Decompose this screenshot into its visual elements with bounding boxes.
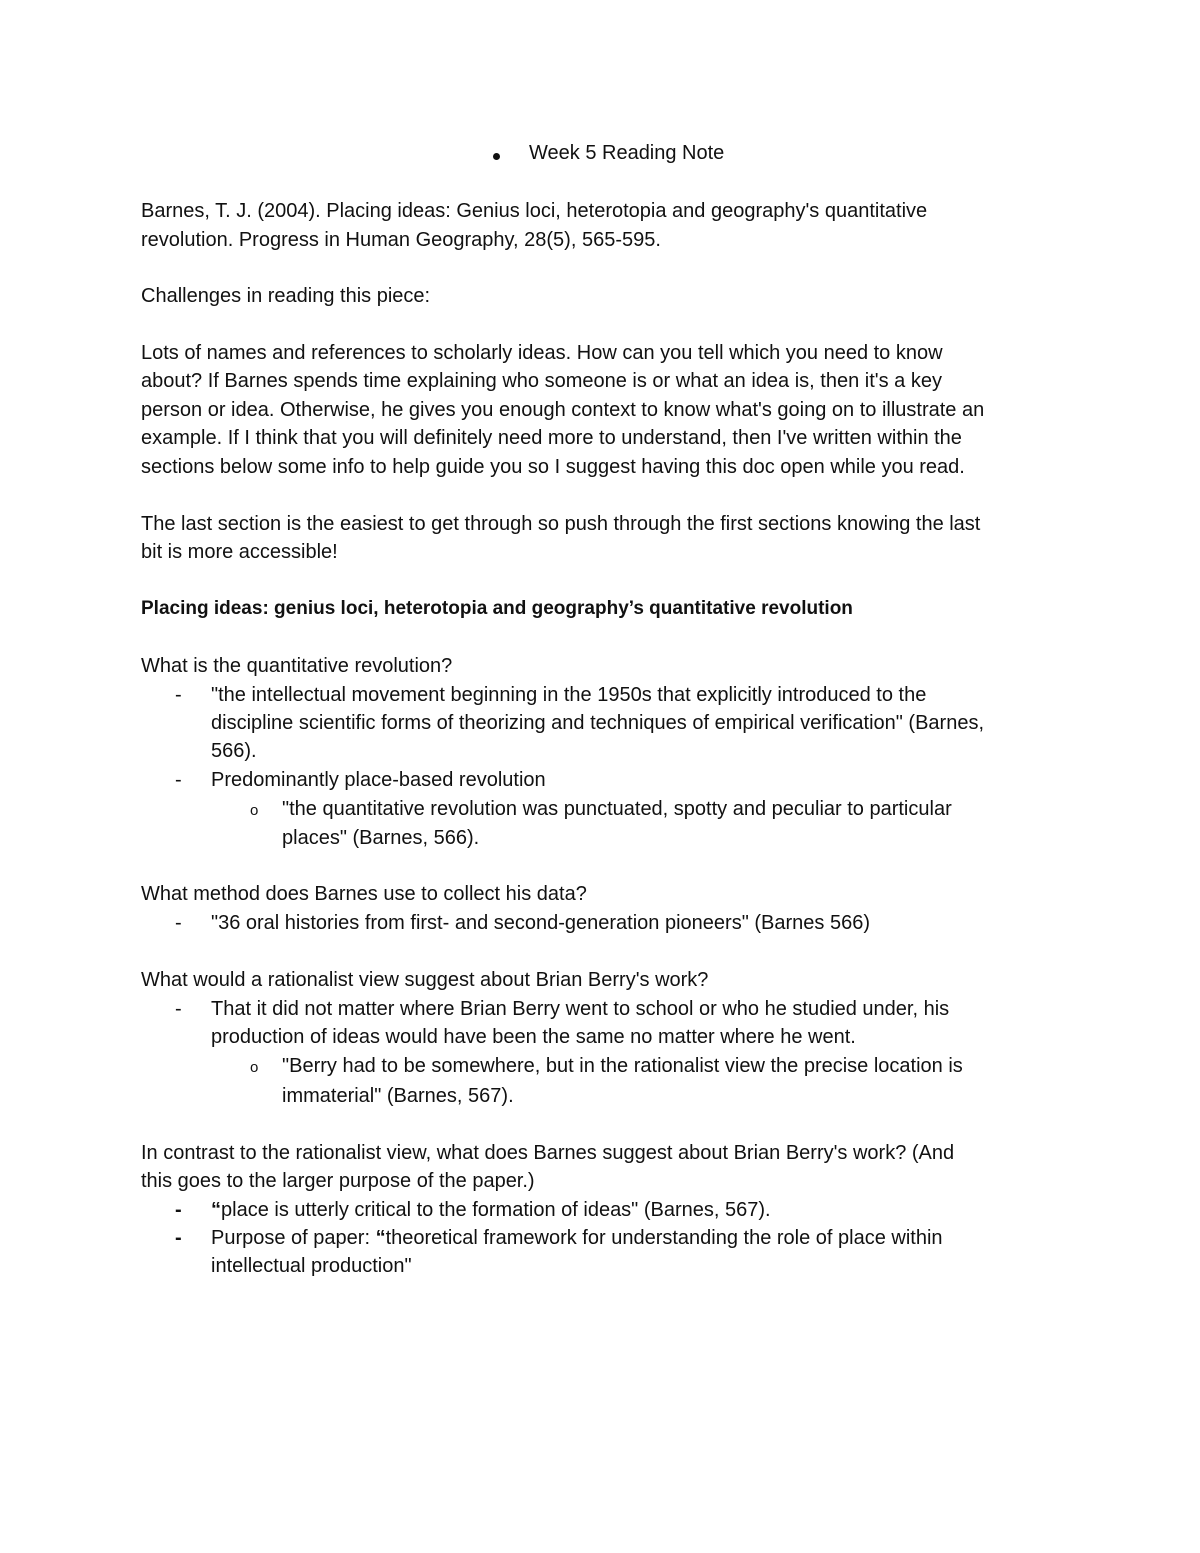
question: In contrast to the rationalist view, what does Barnes suggest about Brian Berry's work? (And xyxy=(141,1142,955,1164)
question: this goes to the larger purpose of the paper.) xyxy=(141,1170,535,1192)
list-item-line: Predominantly place-based revolution xyxy=(211,769,546,791)
paragraph-line: example. If I think that you will definitely need more to understand, then I've written within the xyxy=(141,427,962,449)
list-item-text: theoretical framework for understanding the role of place within xyxy=(385,1227,943,1249)
sub-list-item-line: immaterial" (Barnes, 567). xyxy=(282,1085,514,1107)
title-bullet-icon xyxy=(493,153,500,160)
list-item-prefix: Purpose of paper: xyxy=(211,1227,376,1249)
paragraph-line: The last section is the easiest to get through so push through the first sections knowing the last xyxy=(141,513,981,535)
list-item-line xyxy=(211,1224,943,1253)
dash-bullet-icon: - xyxy=(175,998,182,1020)
list-item-line xyxy=(211,1196,771,1225)
paragraph-line: Lots of names and references to scholarly ideas. How can you tell which you need to know xyxy=(141,342,943,364)
list-item-text: place is utterly critical to the formation of ideas" (Barnes, 567). xyxy=(221,1199,771,1221)
sub-list-item-line: places" (Barnes, 566). xyxy=(282,827,480,849)
dash-bullet-icon: - xyxy=(175,769,182,791)
paragraph-line: person or idea. Otherwise, he gives you enough context to know what's going on to illustrate an xyxy=(141,399,985,421)
paragraph-line: bit is more accessible! xyxy=(141,541,338,563)
list-item-line: intellectual production" xyxy=(211,1255,412,1277)
page-title: Week 5 Reading Note xyxy=(529,142,725,164)
paragraph-line: about? If Barnes spends time explaining who someone is or what an idea is, then it's a key xyxy=(141,370,942,392)
dash-bullet-icon: - xyxy=(175,684,182,706)
dash-bullet-icon: - xyxy=(175,912,182,934)
section-heading: Placing ideas: genius loci, heterotopia and geography’s quantitative revolution xyxy=(141,598,853,619)
list-item-line: discipline scientific forms of theorizing and techniques of empirical verification" (Barnes, xyxy=(211,712,985,734)
quote-mark: “ xyxy=(375,1227,386,1249)
sub-list-item-line: "the quantitative revolution was punctuated, spotty and peculiar to particular xyxy=(282,798,952,820)
dash-bullet-icon: - xyxy=(175,1227,182,1249)
list-item-line: "the intellectual movement beginning in the 1950s that explicitly introduced to the xyxy=(211,684,927,706)
quote-mark: “ xyxy=(211,1199,221,1221)
list-item-line: That it did not matter where Brian Berry went to school or who he studied under, his xyxy=(211,998,950,1020)
list-item-line: "36 oral histories from first- and second-generation pioneers" (Barnes 566) xyxy=(211,912,870,934)
citation-line: revolution. Progress in Human Geography, 28(5), 565-595. xyxy=(141,229,661,251)
paragraph-line: sections below some info to help guide you so I suggest having this doc open while you read. xyxy=(141,456,965,478)
question: What method does Barnes use to collect his data? xyxy=(141,883,587,905)
challenges-heading: Challenges in reading this piece: xyxy=(141,285,431,307)
circle-bullet-icon: o xyxy=(250,802,259,819)
sub-list-item-line: "Berry had to be somewhere, but in the rationalist view the precise location is xyxy=(282,1055,963,1077)
citation-line: Barnes, T. J. (2004). Placing ideas: Genius loci, heterotopia and geography's quantitative xyxy=(141,200,928,222)
question: What is the quantitative revolution? xyxy=(141,655,453,677)
list-item-line: production of ideas would have been the same no matter where he went. xyxy=(211,1026,856,1048)
list-item-line: 566). xyxy=(211,740,257,762)
dash-bullet-icon: - xyxy=(175,1199,182,1221)
question: What would a rationalist view suggest about Brian Berry's work? xyxy=(141,969,709,991)
circle-bullet-icon: o xyxy=(250,1059,259,1076)
